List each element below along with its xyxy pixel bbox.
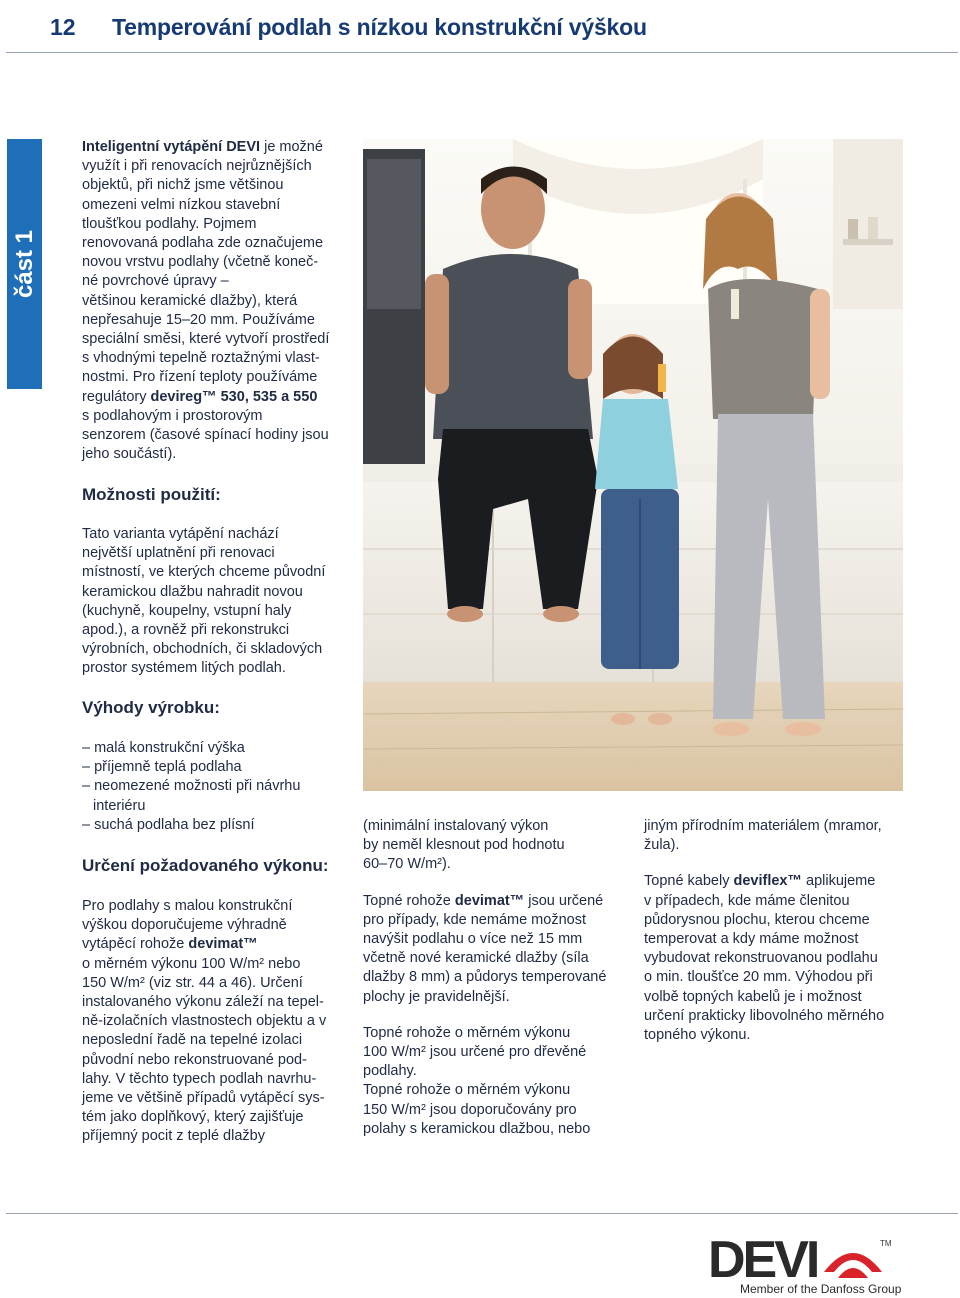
intro-line: nepřesahuje 15–20 mm. Používáme (82, 311, 315, 328)
intro-line: speciální směsi, které vytvoří prostředí (82, 331, 330, 348)
usage-line: prostor systémem litých podlah. (82, 660, 286, 677)
text-line: jiným přírodním materiálem (mramor, (644, 818, 882, 834)
intro-line: omezeni velmi nízkou stavební (82, 196, 281, 213)
text-line: pro případy, kde nemáme možnost (363, 911, 586, 928)
text-line: 60–70 W/m²). (363, 856, 451, 873)
power-line: instalovaného výkonu záleží na tepel- (82, 994, 324, 1011)
photo-illustration (363, 139, 903, 791)
intro-line: Inteligentní vytápění DEVI je možné (82, 139, 323, 155)
text-line: půdorysnou plochu, kterou chceme (644, 911, 870, 928)
spacer (363, 1007, 628, 1024)
usage-heading: Možnosti použití: (82, 485, 221, 504)
footer-divider (6, 1213, 958, 1214)
power-line: tém jako doplňkový, který zajišťuje (82, 1109, 304, 1126)
section-tab (7, 139, 42, 389)
advantages-heading: Výhody výrobku: (82, 698, 220, 717)
text-line: žula). (644, 837, 680, 854)
intro-paragraph (82, 138, 352, 464)
header-divider (6, 52, 958, 53)
power-line: Pro podlahy s malou konstrukční (82, 898, 293, 914)
text-line: 150 W/m² jsou doporučovány pro (363, 1101, 577, 1118)
usage-line: Tato varianta vytápění nachází (82, 526, 279, 542)
power-line: původní nebo rekonstruované pod- (82, 1051, 307, 1068)
power-line: výškou doporučujeme výhradně (82, 917, 287, 934)
power-paragraph (82, 897, 352, 1147)
power-line: příjemný pocit z teplé dlažby (82, 1128, 265, 1145)
spacer (644, 855, 914, 872)
text-line: včetně nové keramické dlažby (síla (363, 950, 589, 967)
text-line: (minimální instalovaný výkon (363, 818, 549, 834)
intro-line: nostmi. Pro řízení teploty používáme (82, 369, 318, 386)
text-line: topného výkonu. (644, 1027, 751, 1044)
text-line: by neměl klesnout pod hodnotu (363, 837, 565, 854)
devi-logo (708, 1231, 908, 1296)
power-line: jeme ve většině případů vytápěcí sys- (82, 1090, 325, 1107)
power-line: vytápěcí rohože devimat™ (82, 936, 258, 953)
advantages-list (82, 739, 352, 835)
usage-line: místností, ve kterých chceme původní (82, 564, 326, 581)
logo-mark-icon (820, 1242, 886, 1280)
list-item: – příjemně teplá podlaha (82, 759, 242, 776)
text-line: dlažby 8 mm) a půdorys temperované (363, 969, 607, 986)
intro-line: objektů, při nichž jsme většinou (82, 177, 284, 194)
power-line: neposlední řadě na tepelné izolaci (82, 1032, 303, 1049)
list-item: – neomezené možnosti při návrhu (82, 778, 301, 795)
usage-line: největší uplatnění při renovaci (82, 545, 275, 562)
right-column (644, 817, 914, 1045)
text-line: v případech, kde máme členitou (644, 892, 850, 909)
text-line: Topné rohože o měrném výkonu (363, 1082, 571, 1099)
intro-line: využít i při renovacích nejrůznějších (82, 158, 312, 175)
logo-wordmark: DEVI (708, 1231, 818, 1289)
usage-line: apod.), a rovněž při rekonstrukci (82, 622, 290, 639)
intro-line: renovovaná podlaha zde označujeme (82, 235, 324, 252)
text-line: navýšit podlahu o více než 15 mm (363, 931, 583, 948)
intro-line: novou vrstvu podlahy (včetně koneč- (82, 254, 319, 271)
text-line: 100 W/m² jsou určené pro dřevěné (363, 1044, 587, 1061)
intro-line: s vhodnými tepelně roztažnými vlast- (82, 350, 320, 367)
power-line: 150 W/m² (viz str. 44 a 46). Určení (82, 974, 303, 991)
list-item: – suchá podlaha bez plísní (82, 816, 255, 833)
page-header (0, 0, 960, 56)
intro-line: regulátory devireg™ 530, 535 a 550 (82, 388, 318, 405)
power-heading: Určení požadovaného výkonu: (82, 856, 329, 875)
intro-line: tloušťkou podlahy. Pojmem (82, 215, 257, 232)
text-line: temperovat a kdy máme možnost (644, 931, 859, 948)
middle-column (363, 817, 628, 1139)
page-number: 12 (50, 14, 76, 40)
intro-line: senzorem (časové spínací hodiny jsou (82, 427, 329, 444)
list-item: – malá konstrukční výška (82, 740, 245, 756)
text-line: plochy je pravidelnější. (363, 988, 510, 1005)
text-line: Topné rohože o měrném výkonu (363, 1024, 571, 1041)
family-kitchen-photo (363, 139, 903, 791)
intro-line: s podlahovým i prostorovým (82, 407, 263, 424)
text-line: polahy s keramickou dlažbou, nebo (363, 1120, 591, 1137)
usage-line: (kuchyně, koupelny, vstupní haly (82, 602, 292, 619)
spacer (363, 875, 628, 892)
usage-paragraph (82, 525, 352, 679)
page-title: Temperování podlah s nízkou konstrukční výškou (112, 14, 647, 40)
text-line: volbě topných kabelů je i možnost (644, 988, 862, 1005)
power-line: lahy. V těchto typech podlah navrhu- (82, 1070, 317, 1087)
text-line: podlahy. (363, 1063, 417, 1080)
section-tab-label: část 1 (10, 229, 38, 299)
text-line: určení prakticky libovolného měrného (644, 1007, 885, 1024)
text-line: o min. tloušťce 20 mm. Výhodou při (644, 969, 873, 986)
intro-line: né povrchové úpravy – (82, 273, 229, 290)
logo-trademark: TM (880, 1239, 892, 1248)
list-item: interiéru (93, 797, 146, 814)
power-line: o měrném výkonu 100 W/m² nebo (82, 955, 301, 972)
text-line: Topné kabely deviflex™ aplikujeme (644, 873, 876, 890)
power-line: ně-izolačních vlastnostech objektu a v (82, 1013, 327, 1030)
text-line: Topné rohože devimat™ jsou určené (363, 892, 604, 909)
logo-tagline: Member of the Danfoss Group (740, 1282, 902, 1296)
text-line: vybudovat rekonstruovanou podlahu (644, 950, 878, 967)
usage-line: keramickou dlažbu nahradit novou (82, 583, 303, 600)
intro-line: většinou keramické dlažby), která (82, 292, 298, 309)
intro-line: jeho součástí). (82, 446, 177, 463)
usage-line: výrobních, obchodních, či skladových (82, 641, 323, 658)
